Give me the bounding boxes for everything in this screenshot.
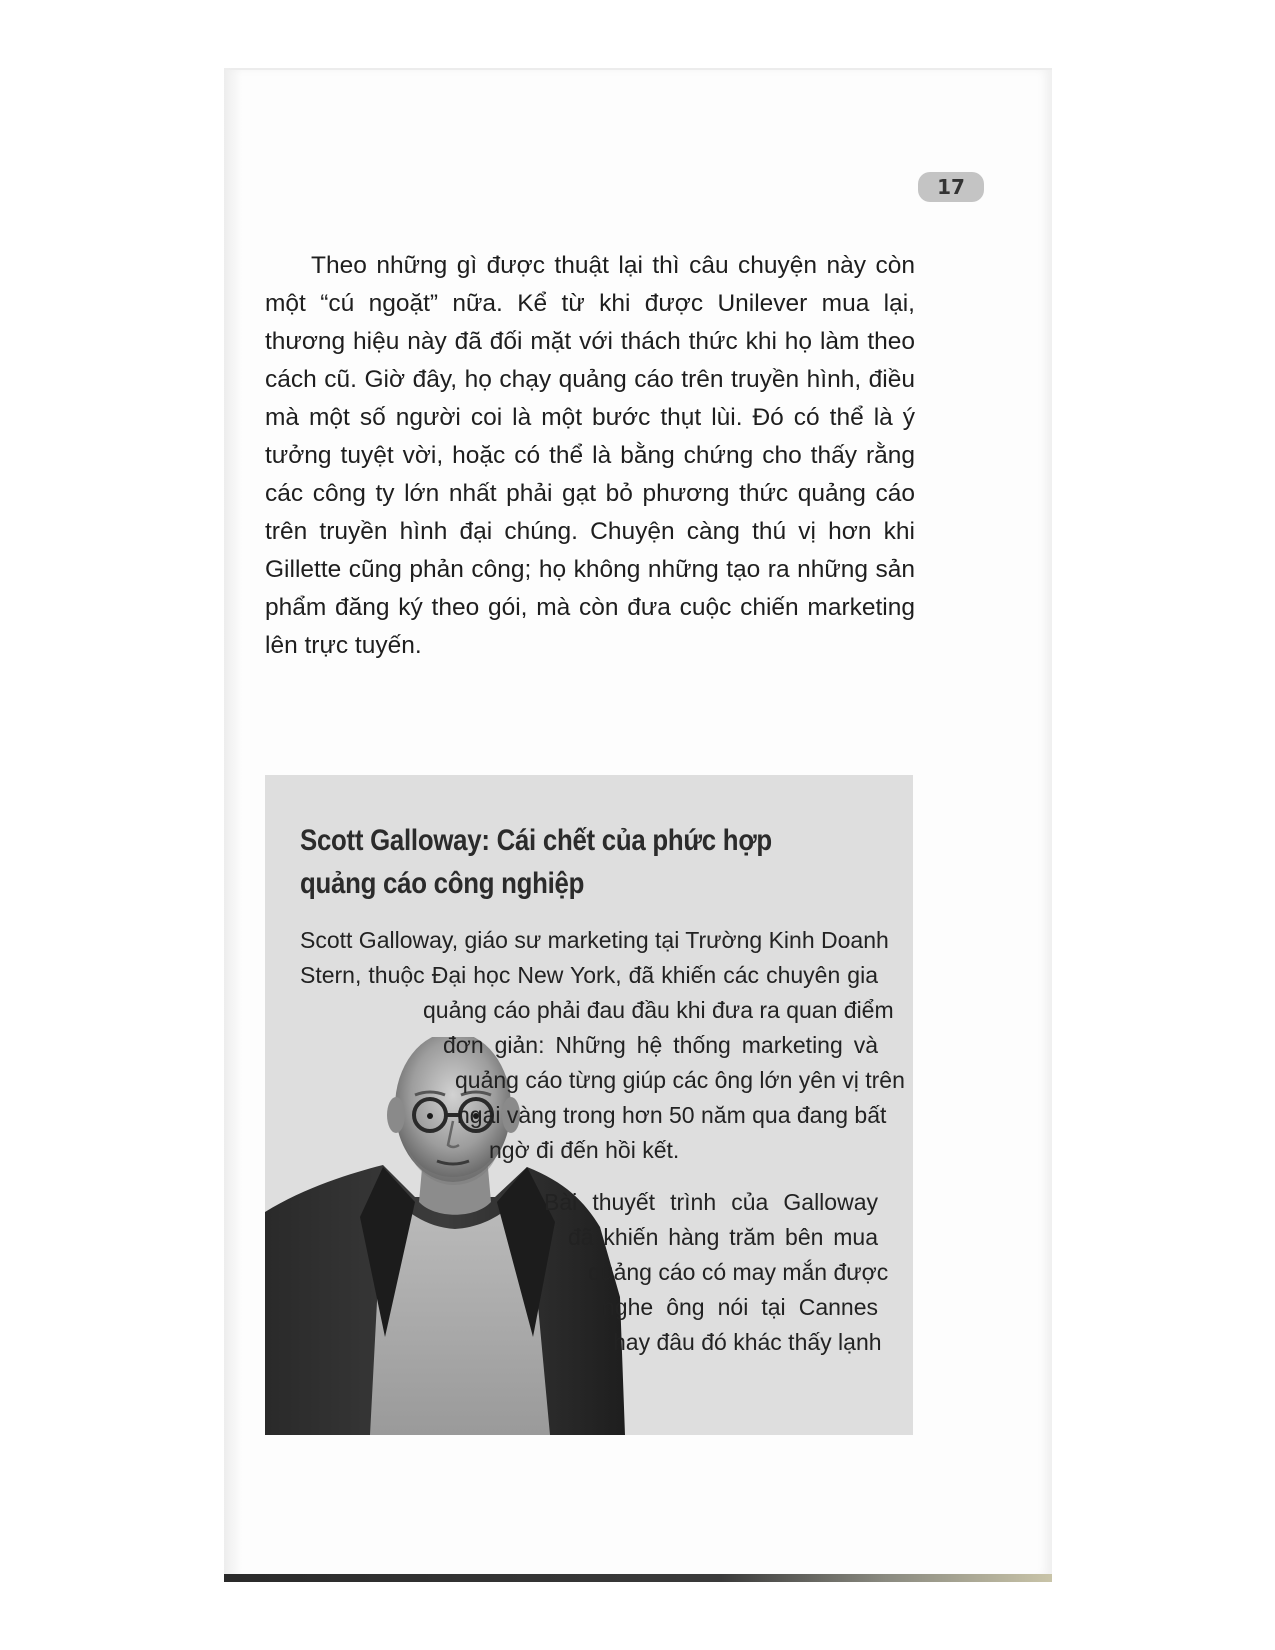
page-top-edge [224, 68, 1052, 70]
sidebar-line-6: ngai vàng trong hơn 50 năm qua đang bất [457, 1102, 887, 1128]
sidebar-line-4: đơn giản: Những hệ thống marketing và [443, 1032, 878, 1058]
sidebar-line-10: quảng cáo có may mắn được [588, 1259, 889, 1285]
sidebar-box [265, 775, 913, 1435]
body-paragraph: Theo những gì được thuật lại thì câu chuyện này còn một “cú ngoặt” nữa. Kể từ khi được Unilever mua lại, thương hiệu này đã đối mặt với thách thức khi họ làm theo cách cũ. Giờ đây, họ chạy quảng cáo trên truyền hình, điều mà một số người coi là một bước thụt lùi. Đó có thể là ý tưởng tuyệt vời, hoặc có thể là bằng chứng cho thấy rằng các công ty lớn nhất phải gạt bỏ phương thức quảng cáo trên truyền hình đại chúng. Chuyện càng thú vị hơn khi Gillette cũng phản công; họ không những tạo ra những sản phẩm đăng ký theo gói, mà còn đưa cuộc chiến marketing lên trực tuyến. [265, 252, 915, 659]
sidebar-text [265, 775, 913, 1435]
sidebar-line-2: Stern, thuộc Đại học New York, đã khiến các chuyên gia [300, 962, 878, 988]
page-gutter-shadow [224, 68, 242, 1578]
sidebar-line-7: ngờ đi đến hồi kết. [489, 1137, 680, 1163]
sidebar-line-9: đã khiến hàng trăm bên mua [568, 1224, 878, 1250]
page-number-badge: 17 [918, 172, 984, 202]
sidebar-title-line-1: Scott Galloway: Cái chết của phức hợp [300, 824, 772, 857]
sidebar-line-1: Scott Galloway, giáo sư marketing tại Trường Kinh Doanh [300, 927, 889, 953]
sidebar-line-11: nghe ông nói tại Cannes [602, 1294, 878, 1320]
sidebar-line-8: Bài thuyết trình của Galloway [544, 1189, 878, 1215]
sidebar-line-12: hay đâu đó khác thấy lạnh [613, 1329, 882, 1355]
sidebar-line-3: quảng cáo phải đau đầu khi đưa ra quan điểm [423, 997, 894, 1023]
sidebar-title-line-2: quảng cáo công nghiệp [300, 867, 585, 900]
page-bottom-edge [224, 1574, 1052, 1582]
sidebar-line-5: quảng cáo từng giúp các ông lớn yên vị trên [455, 1067, 905, 1093]
